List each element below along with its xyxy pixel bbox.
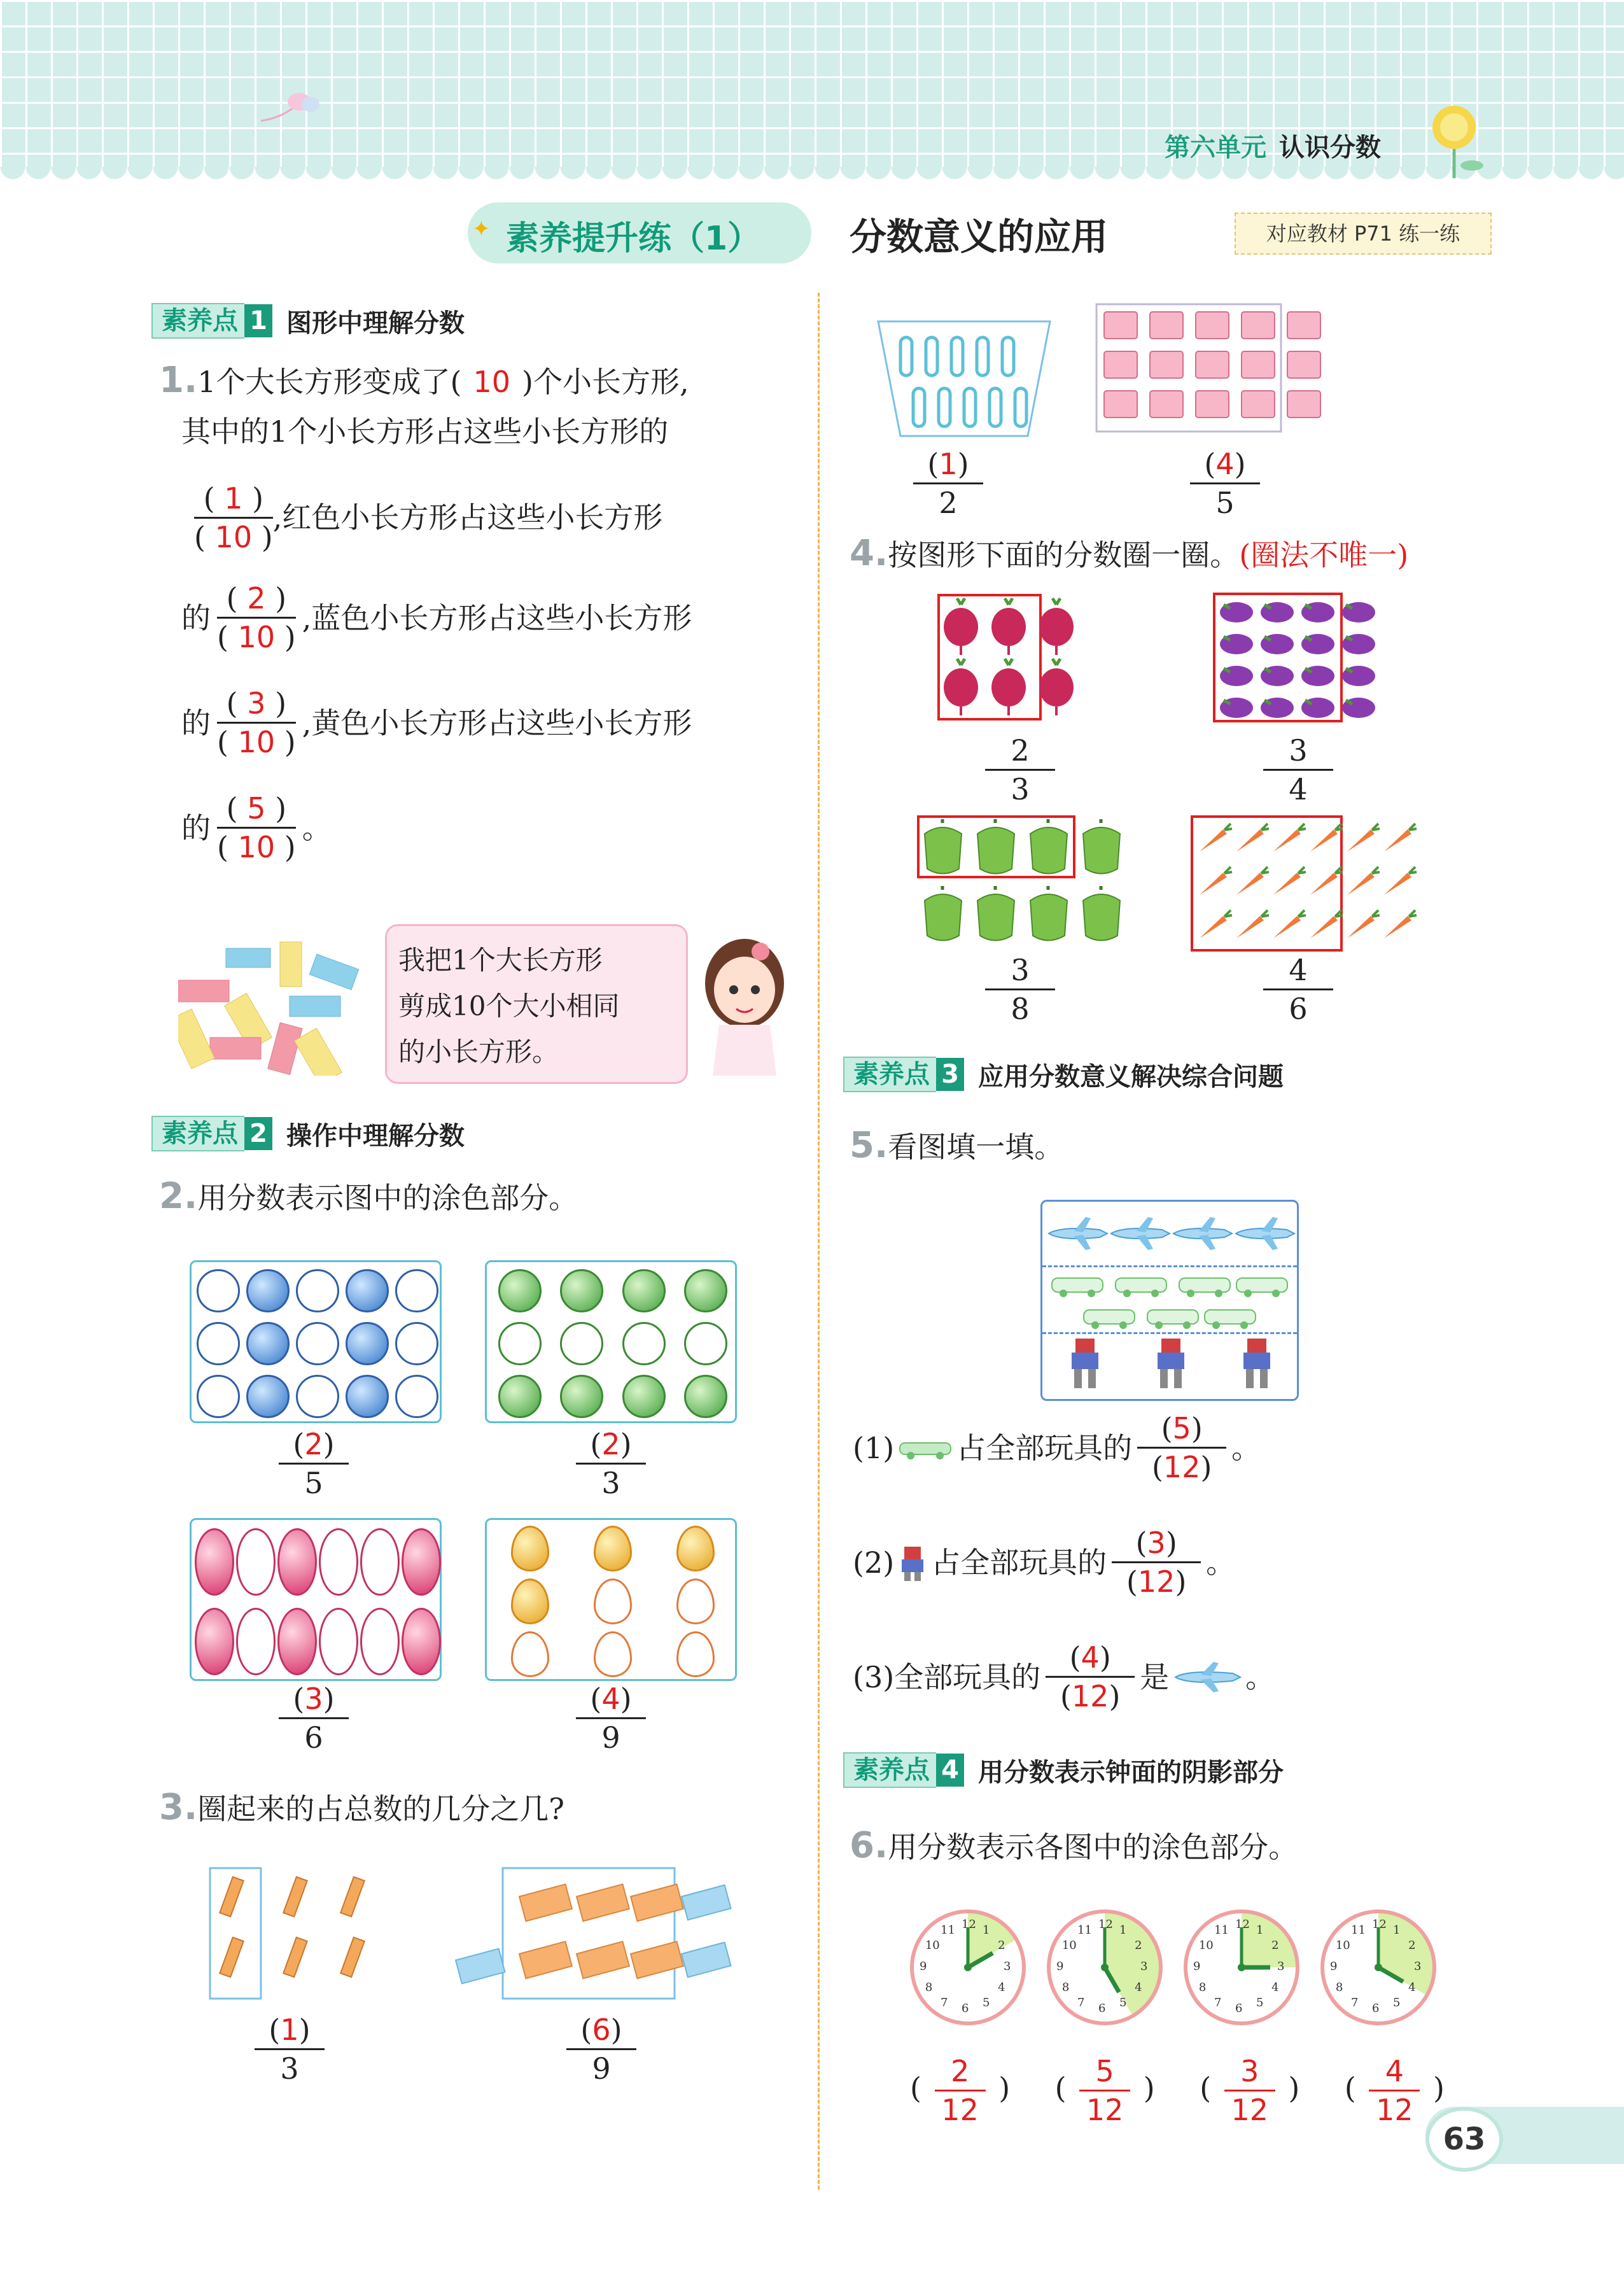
item-text: 占全部玩具的: [931, 1545, 1107, 1580]
star-icon: ✦: [472, 216, 491, 242]
clock-number: 8: [1061, 1981, 1070, 1994]
robot-icon: [897, 1543, 928, 1582]
shape-cell: [360, 1608, 400, 1675]
clock-number: 2: [998, 1939, 1005, 1952]
paperclips-illustration: [875, 318, 1053, 439]
car-icon: [1179, 1278, 1230, 1297]
section-badge: 素养点: [843, 1057, 936, 1092]
question-6: [850, 1827, 1298, 1866]
q3-text: 圈起来的占总数的几分之几?: [197, 1792, 564, 1826]
clock-number: 8: [1198, 1981, 1207, 1994]
clock-hands: [1051, 1913, 1159, 2021]
clock-number: 9: [1330, 1960, 1338, 1973]
airplane-icon: [1169, 1658, 1245, 1696]
q3-answer-1: $\frac{(1)}{3}$: [255, 2011, 325, 2087]
carrots-illustration: [1190, 815, 1419, 955]
clock-number: 6: [1372, 2002, 1380, 2015]
denominator: 12: [1231, 2093, 1269, 2127]
numerator: 3: [1289, 733, 1308, 768]
clock-number: 9: [1056, 1960, 1064, 1973]
q6-answers: [910, 2053, 1445, 2128]
question-3: [159, 1789, 564, 1828]
numerator: 1: [224, 481, 243, 516]
circle-grid-blue: [190, 1260, 442, 1423]
numerator: 5: [1172, 1411, 1191, 1445]
q1-text: ,蓝色小长方形占这些小长方形: [302, 600, 692, 635]
clock-number: 9: [1193, 1960, 1201, 1973]
section-title: 应用分数意义解决综合问题: [978, 1062, 1284, 1092]
question-4: [850, 535, 1408, 574]
question-number: 3.: [159, 1787, 198, 1828]
gift-boxes-illustration: [1095, 302, 1336, 436]
numerator: 2: [601, 1427, 620, 1461]
colored-rectangles-illustration: [178, 936, 363, 1076]
denominator: 12: [1376, 2093, 1413, 2127]
speech-bubble: [385, 924, 688, 1084]
clock-number: 6: [962, 2002, 969, 2015]
shape-cell: [676, 1578, 715, 1624]
clock-number: 4: [1271, 1981, 1279, 1994]
eggplants-illustration: [1212, 592, 1390, 726]
shape-cell: [684, 1269, 727, 1312]
section-tag-1: [151, 304, 465, 337]
q1-answer-count: 10: [473, 365, 511, 399]
item-after: 是: [1140, 1659, 1170, 1694]
denominator: 10: [237, 830, 276, 864]
q5-item-3: (3) 全部玩具的 $\frac{(4)}{(12)}$ 是 。: [853, 1640, 1275, 1713]
q1-fraction-3: $\frac{( 3 )}{( 10 )}$: [217, 686, 296, 759]
q1-text: 的: [181, 600, 211, 635]
q4-fraction-2: [1263, 732, 1333, 808]
speech-line: 我把1个大长方形: [398, 945, 603, 976]
q2-text: 用分数表示图中的涂色部分。: [197, 1181, 578, 1215]
q1-text: 的: [181, 705, 211, 740]
shape-cell: [395, 1269, 438, 1312]
clock-face: [910, 1909, 1026, 2025]
question-number: 4.: [850, 533, 888, 574]
q5-item-1: (1) 占全部玩具的 $\frac{(5)}{(12)}$ 。: [853, 1411, 1261, 1484]
erasers-illustration: [449, 1865, 735, 2005]
shape-cell: [195, 1528, 234, 1596]
shape-cell: [360, 1528, 400, 1596]
clock-number: 3: [1004, 1960, 1011, 1973]
section-title: 图形中理解分数: [286, 308, 465, 338]
numerator: 3: [304, 1682, 323, 1716]
q6-answer-1: ( $\frac{2}{12}$ ): [910, 2054, 1011, 2127]
clock-number: 9: [920, 1960, 927, 1973]
shape-cell: [197, 1269, 240, 1312]
robot-icon: [1072, 1339, 1098, 1388]
item-label: (3): [853, 1659, 895, 1694]
denominator: 12: [1071, 1679, 1109, 1713]
page-title: 分数意义的应用: [850, 215, 1109, 258]
q1-text: ,黄色小长方形占这些小长方形: [302, 705, 692, 740]
numerator: 2: [247, 581, 266, 615]
shape-cell: [346, 1322, 389, 1365]
robot-icon: [1243, 1339, 1270, 1388]
q4-fraction-4: [1263, 952, 1333, 1027]
header-wave-edge: [0, 167, 1624, 192]
speech-line: 剪成10个大小相同: [398, 990, 620, 1022]
q3-answer-3: $\frac{(1)}{2}$: [913, 446, 983, 521]
shape-cell: [402, 1528, 441, 1596]
shape-cell: [684, 1322, 727, 1365]
q4-fraction-3: [985, 952, 1055, 1027]
denominator: 10: [214, 519, 253, 554]
car-icon: [1084, 1310, 1135, 1329]
shape-cell: [277, 1608, 317, 1675]
question-5: [850, 1127, 1063, 1166]
car-icon: [897, 1435, 954, 1461]
numerator: 4: [601, 1682, 620, 1716]
item-end: 。: [1206, 1545, 1236, 1580]
section-number: 1: [244, 304, 272, 337]
shape-cell: [594, 1631, 632, 1677]
q1-line: [181, 565, 808, 670]
numerator: 5: [247, 791, 266, 826]
oval-grid-pink: [190, 1518, 442, 1681]
section-title: 用分数表示钟面的阴影部分: [978, 1757, 1284, 1787]
clock-number: 11: [1077, 1923, 1092, 1937]
numerator: 3: [1240, 2054, 1259, 2088]
toys-panel: [1040, 1200, 1299, 1401]
denominator: 6: [1289, 992, 1308, 1026]
q6-answer-3: ( $\frac{3}{12}$ ): [1200, 2054, 1300, 2127]
textbook-reference: 对应教材 P71 练一练: [1235, 213, 1492, 255]
clock-number: 2: [1271, 1939, 1279, 1952]
q2-answer-3: $\frac{(3)}{6}$: [279, 1680, 349, 1756]
q4-fraction-1: [985, 732, 1055, 808]
q1-line: [194, 470, 808, 565]
clock-number: 3: [1414, 1960, 1422, 1973]
shape-cell: [246, 1269, 290, 1312]
q6-answer-4: ( $\frac{4}{12}$ ): [1344, 2054, 1445, 2127]
airplane-icon: [1111, 1217, 1170, 1250]
egg-grid-orange: [485, 1518, 737, 1681]
sunflower-icon: [1422, 95, 1499, 185]
q1-line: [181, 670, 808, 775]
shape-cell: [195, 1608, 234, 1675]
shape-cell: [560, 1269, 603, 1312]
numerator: 3: [1147, 1526, 1166, 1560]
denominator: 4: [1289, 772, 1308, 806]
shape-cell: [319, 1528, 358, 1596]
car-icon: [1052, 1278, 1103, 1297]
clock-number: 12: [1098, 1918, 1113, 1931]
numerator: 3: [1011, 953, 1030, 987]
denominator: 6: [304, 1720, 323, 1755]
section-badge: 素养点: [151, 1116, 244, 1151]
clock-number: 12: [1235, 1918, 1250, 1931]
shape-cell: [346, 1375, 389, 1418]
item-label: (1): [853, 1430, 895, 1465]
butterfly-icon: [255, 83, 325, 134]
q1-text: 1个大长方形变成了(: [197, 365, 462, 399]
denominator: 12: [1163, 1450, 1201, 1484]
q2-answer-4: $\frac{(4)}{9}$: [576, 1680, 646, 1756]
denominator: 2: [939, 486, 958, 520]
clock-face: [1184, 1909, 1299, 2025]
clock-number: 12: [1372, 1918, 1387, 1931]
shape-cell: [511, 1578, 549, 1624]
shape-cell: [277, 1528, 317, 1596]
clock-hands: [1187, 1913, 1296, 2021]
denominator: 10: [237, 620, 276, 654]
section-tag-4: [843, 1754, 1284, 1787]
clock-number: 4: [1135, 1981, 1142, 1994]
car-icon: [1236, 1278, 1287, 1297]
shape-cell: [296, 1375, 339, 1418]
item-label: (2): [853, 1545, 895, 1580]
airplane-icon: [1049, 1217, 1107, 1250]
clock-number: 4: [998, 1981, 1005, 1994]
shape-cell: [197, 1375, 240, 1418]
unit-name: 认识分数: [1279, 133, 1381, 162]
series-title: 素养提升练（1）: [506, 220, 761, 258]
shape-cell: [346, 1269, 389, 1312]
girl-character-illustration: [697, 929, 792, 1076]
question-number: 2.: [159, 1176, 198, 1217]
series-pill: [468, 202, 811, 264]
denominator: 5: [304, 1466, 323, 1500]
q3-answer-2: $\frac{(6)}{9}$: [566, 2011, 636, 2087]
shape-cell: [622, 1375, 666, 1418]
shape-cell: [236, 1528, 276, 1596]
clock-number: 11: [941, 1923, 955, 1937]
clock-number: 5: [1393, 1996, 1401, 2010]
section-tag-2: [151, 1117, 465, 1150]
clock-number: 11: [1214, 1923, 1229, 1937]
shape-cell: [594, 1526, 632, 1571]
clock-number: 10: [925, 1939, 940, 1952]
denominator: 10: [237, 725, 276, 759]
item-text: 占全部玩具的: [956, 1430, 1133, 1465]
shape-cell: [236, 1608, 276, 1675]
item-text: 全部玩具的: [894, 1659, 1041, 1694]
q1-text: ,红色小长方形占这些小长方形: [272, 500, 663, 535]
clock-number: 10: [1061, 1939, 1077, 1952]
clock-number: 2: [1408, 1939, 1416, 1952]
clock-number: 5: [983, 1996, 990, 2010]
denominator: 12: [1086, 2093, 1124, 2127]
section-badge: 素养点: [843, 1752, 936, 1788]
q3-answer-4: $\frac{(4)}{5}$: [1190, 446, 1260, 521]
q2-answer-1: $\frac{(2)}{5}$: [279, 1426, 349, 1501]
numerator: 4: [1215, 447, 1235, 481]
shape-cell: [560, 1375, 603, 1418]
question-number: 1.: [159, 360, 198, 401]
clock-number: 1: [1256, 1923, 1264, 1937]
section-badge: 素养点: [151, 303, 244, 339]
numerator: 5: [1095, 2054, 1114, 2088]
shape-cell: [511, 1631, 549, 1677]
clock-number: 4: [1408, 1981, 1416, 1994]
shape-cell: [622, 1322, 666, 1365]
denominator: 3: [280, 2051, 299, 2086]
question-number: 5.: [850, 1125, 888, 1166]
clock-face: [1320, 1909, 1436, 2025]
shape-cell: [498, 1375, 542, 1418]
shape-cell: [246, 1322, 290, 1365]
clock-number: 7: [1214, 1996, 1222, 2010]
q5-text: 看图填一填。: [888, 1130, 1064, 1164]
denominator: 3: [1011, 772, 1030, 806]
denominator: 5: [1215, 486, 1235, 520]
question-2: [159, 1178, 578, 1217]
section-number: 3: [936, 1058, 964, 1091]
car-icon: [1116, 1278, 1166, 1297]
clock-number: 5: [1256, 1996, 1264, 2010]
q6-text: 用分数表示各图中的涂色部分。: [888, 1830, 1298, 1864]
denominator: 12: [1137, 1564, 1175, 1599]
shape-cell: [402, 1608, 441, 1675]
question-number: 6.: [850, 1825, 888, 1866]
clock-number: 6: [1098, 2002, 1106, 2015]
numerator: 4: [1081, 1640, 1100, 1675]
clock-number: 8: [925, 1981, 933, 1994]
shape-cell: [560, 1322, 603, 1365]
clock-number: 6: [1235, 2002, 1243, 2015]
circle-grid-green: [485, 1260, 737, 1423]
numerator: 2: [304, 1427, 323, 1461]
airplane-icon: [1173, 1217, 1232, 1250]
clock-number: 11: [1351, 1923, 1366, 1937]
clock-number: 10: [1198, 1939, 1214, 1952]
q1-fraction-2: $\frac{( 2 )}{( 10 )}$: [217, 581, 296, 654]
column-divider: [818, 293, 820, 2190]
question-1: [159, 362, 808, 880]
numerator: 1: [939, 447, 958, 481]
shape-cell: [319, 1608, 358, 1675]
shape-cell: [622, 1269, 666, 1312]
section-number: 2: [244, 1117, 272, 1150]
car-icon: [1205, 1310, 1256, 1329]
clock-number: 1: [983, 1923, 990, 1937]
shape-cell: [498, 1322, 542, 1365]
clock-hands: [1324, 1913, 1432, 2021]
shape-cell: [395, 1322, 438, 1365]
clock-face: [1047, 1909, 1163, 2025]
shape-cell: [594, 1578, 632, 1624]
clock-number: 3: [1140, 1960, 1148, 1973]
denominator: 3: [601, 1466, 620, 1500]
numerator: 4: [1289, 953, 1308, 987]
unit-number: 第六单元: [1165, 133, 1266, 162]
numerator: 1: [280, 2013, 299, 2047]
clock-number: 1: [1119, 1923, 1127, 1937]
clock-number: 3: [1277, 1960, 1285, 1973]
shape-cell: [676, 1526, 715, 1571]
shape-cell: [296, 1269, 339, 1312]
q1-text: 其中的1个小长方形占这些小长方形的: [181, 414, 669, 449]
pencils-illustration: [204, 1865, 382, 2005]
clock-number: 1: [1393, 1923, 1401, 1937]
numerator: 2: [1011, 733, 1030, 768]
clock-number: 7: [1351, 1996, 1359, 2010]
item-end: 。: [1245, 1659, 1275, 1694]
q4-text: 按图形下面的分数圈一圈。: [888, 538, 1240, 572]
speech-line: 的小长方形。: [398, 1036, 559, 1067]
numerator: 6: [592, 2013, 611, 2047]
q2-answer-2: $\frac{(2)}{3}$: [576, 1426, 646, 1501]
shape-cell: [498, 1269, 542, 1312]
clock-number: 2: [1135, 1939, 1142, 1952]
q5-item-2: (2) 占全部玩具的 $\frac{(3)}{(12)}$ 。: [853, 1526, 1236, 1599]
shape-cell: [246, 1375, 290, 1418]
q1-text: 的: [181, 810, 211, 845]
shape-cell: [395, 1375, 438, 1418]
robot-icon: [1158, 1339, 1184, 1388]
denominator: 8: [1011, 992, 1030, 1026]
shape-cell: [684, 1375, 727, 1418]
clock-number: 8: [1335, 1981, 1343, 1994]
denominator: 9: [601, 1720, 620, 1755]
q1-text: )个小长方形,: [522, 365, 689, 399]
q1-fraction-1: $\frac{( 1 )}{( 10 )}$: [194, 481, 273, 554]
numerator: 2: [950, 2054, 970, 2088]
denominator: 9: [592, 2051, 611, 2086]
clock-hands: [914, 1913, 1022, 2021]
section-title: 操作中理解分数: [286, 1121, 465, 1151]
section-tag-3: [843, 1058, 1284, 1091]
car-icon: [1147, 1310, 1198, 1329]
clock-number: 12: [962, 1918, 976, 1931]
q1-text: 。: [302, 810, 332, 845]
shape-cell: [511, 1526, 549, 1571]
shape-cell: [197, 1322, 240, 1365]
shape-cell: [676, 1631, 715, 1677]
q4-note: (圈法不唯一): [1239, 538, 1409, 572]
airplane-icon: [1236, 1217, 1294, 1250]
peppers-illustration: [916, 815, 1133, 955]
clock-number: 10: [1335, 1939, 1350, 1952]
numerator: 3: [247, 686, 266, 721]
q1-fraction-4: $\frac{( 5 )}{( 10 )}$: [217, 791, 296, 864]
page-number: 63: [1425, 2107, 1503, 2172]
q6-answer-2: ( $\frac{5}{12}$ ): [1054, 2054, 1155, 2127]
radishes-illustration: [935, 592, 1095, 726]
shape-cell: [296, 1322, 339, 1365]
clock-number: 5: [1119, 1996, 1127, 2010]
q1-line: [181, 775, 808, 880]
section-number: 4: [936, 1754, 964, 1787]
clock-number: 7: [941, 1996, 948, 2010]
denominator: 12: [941, 2093, 979, 2127]
unit-label: [1165, 127, 1381, 164]
numerator: 4: [1385, 2054, 1404, 2088]
clock-number: 7: [1077, 1996, 1085, 2010]
item-end: 。: [1231, 1430, 1261, 1465]
